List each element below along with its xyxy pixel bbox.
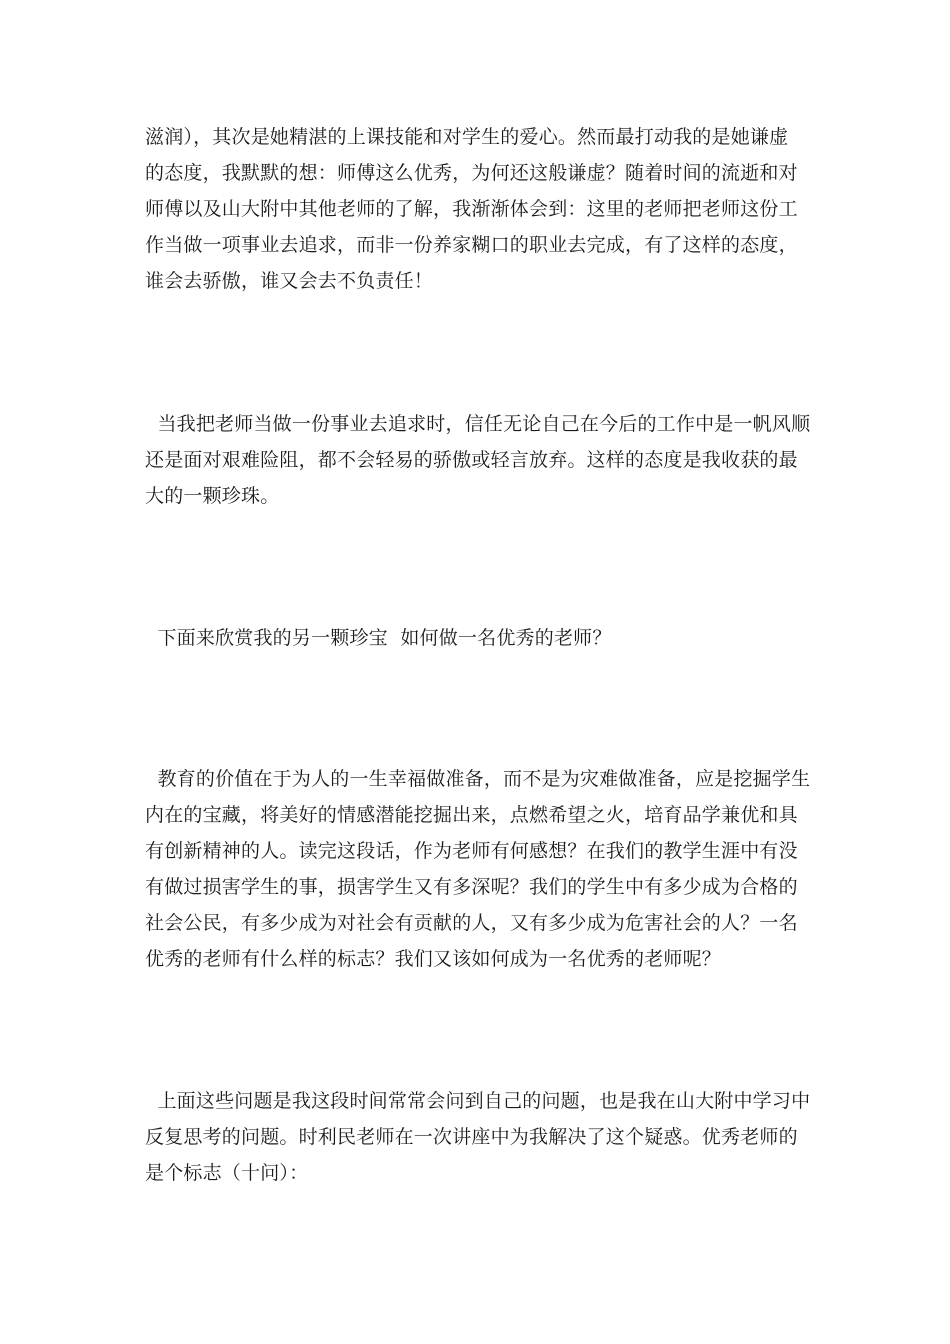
- text-line: 是个标志（十问）：: [145, 1162, 309, 1184]
- text-line: 有创新精神的人。读完这段话，作为老师有何感想？在我们的教学生涯中有没: [145, 840, 798, 862]
- text-line: 上面这些问题是我这段时间常常会问到自己的问题，也是我在山大附中学习中: [145, 1090, 811, 1112]
- text-line: 谁会去骄傲，谁又会去不负责任！: [145, 270, 434, 292]
- text-line: 社会公民，有多少成为对社会有贡献的人，又有多少成为危害社会的人？一名: [145, 912, 798, 934]
- text-line: 内在的宝藏，将美好的情感潜能挖掘出来，点燃希望之火，培育品学兼优和具: [145, 804, 798, 826]
- text-line: 下面来欣赏我的另一颗珍宝 如何做一名优秀的老师？: [145, 627, 612, 649]
- paragraph-3: [145, 620, 810, 656]
- text-line: 优秀的老师有什么样的标志？我们又该如何成为一名优秀的老师呢？: [145, 948, 722, 970]
- paragraph-4: [145, 761, 810, 977]
- text-line: 的态度，我默默的想：师傅这么优秀，为何还这般谦虚？随着时间的流逝和对: [145, 162, 798, 184]
- text-line: 作当做一项事业去追求，而非一份养家糊口的职业去完成，有了这样的态度，: [145, 234, 798, 256]
- text-line: 教育的价值在于为人的一生幸福做准备，而不是为灾难做准备，应是挖掘学生: [145, 768, 811, 790]
- text-line: 还是面对艰难险阻，都不会轻易的骄傲或轻言放弃。这样的态度是我收获的最: [145, 449, 798, 471]
- text-line: 有做过损害学生的事，损害学生又有多深呢？我们的学生中有多少成为合格的: [145, 876, 798, 898]
- text-line: 师傅以及山大附中其他老师的了解，我渐渐体会到：这里的老师把老师这份工: [145, 198, 798, 220]
- paragraph-2: [145, 406, 810, 514]
- text-line: 反复思考的问题。时利民老师在一次讲座中为我解决了这个疑惑。优秀老师的: [145, 1126, 798, 1148]
- paragraph-1: [145, 119, 810, 299]
- text-line: 当我把老师当做一份事业去追求时，信任无论自己在今后的工作中是一帆风顺: [145, 413, 811, 435]
- text-line: 大的一颗珍珠。: [145, 485, 280, 507]
- text-line: 滋润），其次是她精湛的上课技能和对学生的爱心。然而最打动我的是她谦虚: [145, 126, 789, 148]
- paragraph-5: [145, 1083, 810, 1191]
